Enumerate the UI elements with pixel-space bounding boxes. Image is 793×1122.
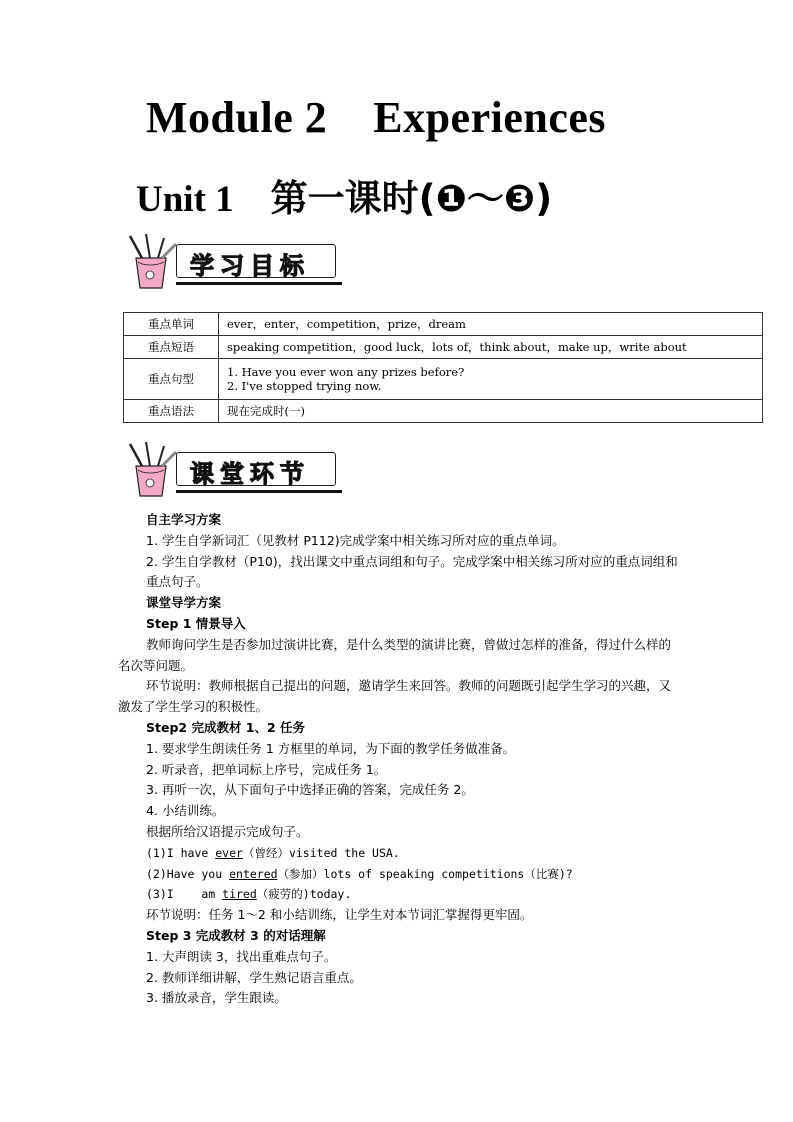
list-item: 4. 小结训练。 xyxy=(146,803,225,819)
row-key: 重点单词 xyxy=(124,313,219,336)
banner-label: 课堂环节 xyxy=(190,460,310,488)
lesson-content xyxy=(118,510,678,1009)
learning-goals-banner xyxy=(120,230,350,292)
table-row xyxy=(124,313,763,336)
paragraph: 环节说明：任务 1～2 和小结训练，让学生对本节词汇掌握得更牢固。 xyxy=(146,907,533,923)
table-row xyxy=(124,336,763,359)
row-key: 重点句型 xyxy=(124,359,219,400)
exercise-text: (2)Have you xyxy=(146,866,230,881)
exercise-item xyxy=(118,884,678,905)
unit-title xyxy=(136,168,552,222)
row-key: 重点短语 xyxy=(124,336,219,359)
exercise-text: （参加）lots of speaking competitions（比赛)? xyxy=(277,866,573,881)
exercise-text: (3)I am xyxy=(146,887,223,902)
list-item: 2. 教师详细讲解，学生熟记语言重点。 xyxy=(146,969,362,985)
list-item: 2. 听录音，把单词标上序号，完成任务 1。 xyxy=(146,761,387,777)
list-item: 1. 学生自学新词汇（见教材 P112)完成学案中相关练习所对应的重点单词。 xyxy=(146,532,565,548)
step-title: Step 1 情景导入 xyxy=(146,615,246,631)
exercise-item xyxy=(118,864,678,885)
exercise-text: (1)I have xyxy=(146,845,216,860)
table-row xyxy=(124,359,763,400)
row-key: 重点语法 xyxy=(124,400,219,423)
section-title: 自主学习方案 xyxy=(146,512,222,527)
unit-title-cn: 第一课时(❶～❸) xyxy=(270,177,553,220)
row-value: speaking competition，good luck，lots of，think about，make up，write about xyxy=(219,336,763,359)
module-title: Module 2 Experiences xyxy=(146,93,607,142)
list-item: 2. 学生自学教材（P10)，找出课文中重点词组和句子。完成学案中相关练习所对应的重点词组和重点句子。 xyxy=(146,553,678,590)
section-title: 课堂导学方案 xyxy=(146,595,222,611)
exercise-item xyxy=(118,843,678,864)
list-item: 3. 播放录音，学生跟读。 xyxy=(146,990,287,1006)
paragraph: 环节说明：教师根据自己提出的问题，邀请学生来回答。教师的问题既引起学生学习的兴趣，又激发了学生学习的积极性。 xyxy=(118,678,672,715)
table-row xyxy=(124,400,763,423)
banner-label: 学习目标 xyxy=(190,252,310,280)
sentence-2: 2. I've stopped trying now. xyxy=(227,379,382,393)
sentence-1: 1. Have you ever won any prizes before? xyxy=(227,365,465,379)
paragraph: 教师询问学生是否参加过演讲比赛，是什么类型的演讲比赛，曾做过怎样的准备，得过什么样的名次等问题。 xyxy=(118,636,672,673)
exercise-answer: ever xyxy=(215,845,243,860)
pencil-cup-icon xyxy=(120,230,182,292)
unit-title-en: Unit 1 xyxy=(136,179,271,220)
learning-goals-table xyxy=(123,312,763,423)
exercise-text: （曾经）visited the USA. xyxy=(242,845,400,860)
list-item: 1. 要求学生朗读任务 1 方框里的单词，为下面的教学任务做准备。 xyxy=(146,740,516,756)
list-item: 1. 大声朗读 3，找出重难点句子。 xyxy=(146,948,337,964)
banner-underline xyxy=(176,282,342,285)
paragraph: 根据所给汉语提示完成句子。 xyxy=(146,823,309,839)
step-title: Step 3 完成教材 3 的对话理解 xyxy=(146,927,326,943)
exercise-answer: tired xyxy=(222,887,257,902)
list-item: 3. 再听一次，从下面句子中选择正确的答案，完成任务 2。 xyxy=(146,782,474,798)
pencil-cup-icon xyxy=(120,438,182,500)
banner-underline xyxy=(176,490,342,493)
exercise-answer: entered xyxy=(229,866,278,881)
row-value: 现在完成时(一) xyxy=(219,400,763,423)
row-value: ever，enter，competition，prize，dream xyxy=(219,313,763,336)
class-steps-banner xyxy=(120,438,350,500)
step-title: Step2 完成教材 1、2 任务 xyxy=(146,719,306,735)
exercise-text: （疲劳的)today. xyxy=(256,887,352,902)
row-value xyxy=(219,359,763,400)
